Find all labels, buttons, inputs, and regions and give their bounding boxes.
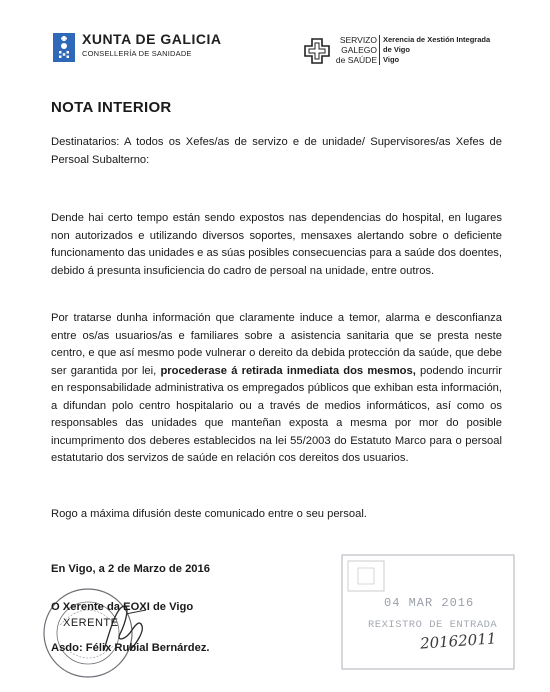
xunta-crest-icon	[53, 33, 75, 62]
xerencia-line-1: Xerencia de Xestión Integrada	[383, 35, 491, 44]
registry-stamp-icon	[340, 553, 516, 671]
signatory-role: O Xerente da EOXI de Vigo	[51, 601, 194, 613]
signatory-name: Asdo: Félix Rubial Bernárdez.	[51, 642, 210, 654]
recipients-paragraph: Destinatarios: A todos os Xefes/as de servizo e de unidade/ Supervisores/as Xefes de Persoal Subalterno:	[51, 136, 502, 166]
xunta-department: CONSELLERÍA DE SANIDADE	[82, 49, 192, 58]
date-line: En Vigo, a 2 de Marzo de 2016	[51, 563, 210, 575]
sergas-line-3: de SAÚDE	[335, 55, 377, 65]
body-paragraph-2	[51, 310, 502, 468]
stamp-date: 04 MAR 2016	[384, 596, 475, 610]
seal-text: XERENTE	[63, 617, 119, 629]
header-divider	[379, 35, 380, 65]
xerencia-line-3: Vigo	[383, 55, 400, 64]
stamp-label: REXISTRO DE ENTRADA	[368, 619, 498, 631]
sergas-line-1: SERVIZO	[339, 35, 377, 45]
xerencia-name	[383, 35, 523, 65]
xunta-name: XUNTA DE GALICIA	[82, 31, 222, 47]
body-paragraph-1: Dende hai certo tempo están sendo expostos nas dependencias do hospital, en lugares non autorizados e utilizando diversos soportes, mensaxes alertando sobre o deficiente funcionamento das unidades e as súas posibles consecuencias para a saúde dos doentes, debido á presunta insuficiencia do cadro de persoal na unidade, entre outros.	[51, 212, 502, 277]
sergas-name	[333, 35, 377, 65]
sergas-line-2: GALEGO	[341, 45, 377, 55]
paragraph-2-rest: podendo incurrir en responsabilidade administrativa os empregados públicos que exhiban esta información, a difundan polo centro hospitalario ou a través de medios informáticos, así como os responsables das unidades que manteñan exposta a mesma por mor do posible incumprimento dos deberes establecidos na lei 55/2003 do Estatuto Marco para o persoal estatutario dos servizos de saúde en relación cos dereitos dos usuarios.	[51, 364, 502, 464]
body-paragraph-3: Rogo a máxima difusión deste comunicado entre o seu persoal.	[51, 508, 367, 520]
document-title: NOTA INTERIOR	[51, 99, 172, 116]
paragraph-2-emphasis: procederase á retirada inmediata dos mesmos,	[160, 364, 416, 377]
xerencia-line-2: de Vigo	[383, 45, 410, 54]
paragraph-2-intro: Por tratarse dunha información que claramente induce a temor, alarma e desconfianza entre os/as usuarios/as e familiares sobre a asistencia sanitaria que se presta neste centro, e que así mesmo pode vulnerar o dereito da debida protección da saúde, que debe ser garantida por lei,	[51, 312, 502, 377]
xunta-flag-logo	[53, 33, 75, 62]
xunta-header	[82, 31, 221, 59]
stamp-registry-number: 20162011	[419, 629, 497, 653]
sergas-cross-icon	[303, 37, 331, 65]
